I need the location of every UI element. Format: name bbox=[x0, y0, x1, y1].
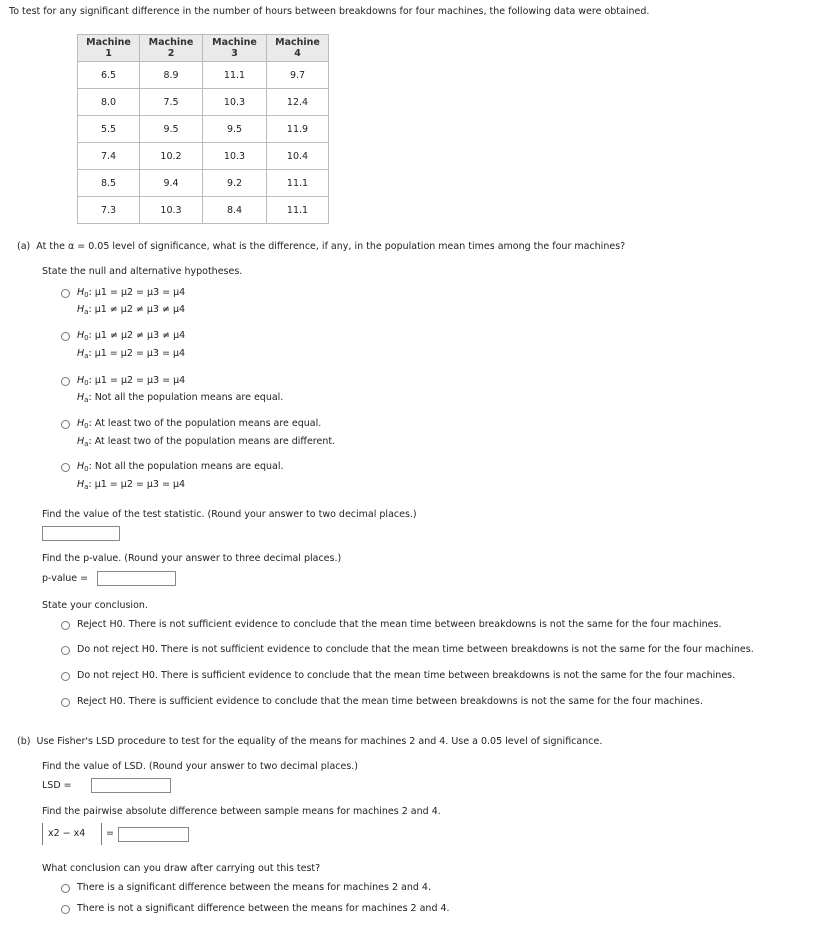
table-cell: 10.2 bbox=[140, 143, 203, 170]
header-label: Machine bbox=[86, 37, 131, 48]
table-cell: 10.3 bbox=[203, 89, 267, 116]
header-number: 3 bbox=[231, 48, 238, 59]
part-a-question-text: At the α = 0.05 level of significance, what is the difference, if any, in the population mean times among the four machines? bbox=[36, 241, 626, 252]
conclusion-prompt: State your conclusion. bbox=[42, 600, 148, 611]
part-a-label: (a) bbox=[17, 241, 31, 252]
hypothesis-4-h0: $H_0$: At least two of the population means are equal. bbox=[77, 418, 322, 430]
table-row bbox=[78, 116, 329, 143]
hypothesis-2-ha-text: μ1 = μ2 = μ3 = μ4 bbox=[94, 348, 186, 359]
hypotheses-prompt: State the null and alternative hypotheses. bbox=[42, 266, 243, 277]
table-row bbox=[78, 89, 329, 116]
table-cell: 9.2 bbox=[203, 170, 267, 197]
machine-1-header bbox=[78, 35, 140, 62]
table-cell: 7.5 bbox=[140, 89, 203, 116]
table-row bbox=[78, 62, 329, 89]
diff-expr-text: x2 − x4 bbox=[48, 828, 86, 839]
hypothesis-3-ha-text: Not all the population means are equal. bbox=[94, 392, 284, 403]
table-cell: 9.7 bbox=[267, 62, 329, 89]
table-cell: 10.3 bbox=[203, 143, 267, 170]
hypothesis-3-ha: $H_a$: Not all the population means are equal. bbox=[77, 392, 284, 404]
test-statistic-prompt: Find the value of the test statistic. (Round your answer to two decimal places.) bbox=[42, 509, 417, 520]
table-cell: 8.5 bbox=[78, 170, 140, 197]
hypothesis-5-h0-text: Not all the population means are equal. bbox=[94, 461, 284, 472]
table-cell: 11.1 bbox=[267, 197, 329, 224]
table-cell: 11.1 bbox=[267, 170, 329, 197]
table-row bbox=[78, 143, 329, 170]
table-cell: 8.9 bbox=[140, 62, 203, 89]
table-cell: 10.3 bbox=[140, 197, 203, 224]
table-cell: 9.4 bbox=[140, 170, 203, 197]
lsd-label: LSD = bbox=[42, 780, 72, 791]
hypothesis-1-ha: $H_a$: μ1 ≠ μ2 ≠ μ3 ≠ μ4 bbox=[77, 304, 186, 316]
lsd-conclusion-radio-1[interactable] bbox=[61, 884, 70, 893]
pairwise-difference-expression bbox=[48, 828, 85, 839]
hypothesis-4-h0-text: At least two of the population means are equal. bbox=[94, 418, 322, 429]
table-cell: 5.5 bbox=[78, 116, 140, 143]
hypothesis-radio-2[interactable] bbox=[61, 332, 70, 341]
hypothesis-4-ha: $H_a$: At least two of the population means are different. bbox=[77, 436, 336, 448]
hypothesis-2-ha: $H_a$: μ1 = μ2 = μ3 = μ4 bbox=[77, 348, 186, 360]
table-row bbox=[78, 197, 329, 224]
hypothesis-1-h0-text: μ1 = μ2 = μ3 = μ4 bbox=[94, 287, 186, 298]
lsd-conclusion-prompt: What conclusion can you draw after carrying out this test? bbox=[42, 863, 321, 874]
hypothesis-1-ha-text: μ1 ≠ μ2 ≠ μ3 ≠ μ4 bbox=[94, 304, 186, 315]
hypothesis-5-ha-text: μ1 = μ2 = μ3 = μ4 bbox=[94, 479, 186, 490]
pairwise-difference-input[interactable] bbox=[118, 827, 189, 842]
header-label: Machine bbox=[212, 37, 257, 48]
data-table bbox=[77, 34, 329, 224]
table-cell: 12.4 bbox=[267, 89, 329, 116]
machine-3-header bbox=[203, 35, 267, 62]
table-cell: 8.0 bbox=[78, 89, 140, 116]
table-cell: 8.4 bbox=[203, 197, 267, 224]
hypothesis-2-h0-text: μ1 ≠ μ2 ≠ μ3 ≠ μ4 bbox=[94, 330, 186, 341]
abs-bar-right bbox=[101, 823, 102, 845]
table-cell: 7.4 bbox=[78, 143, 140, 170]
conclusion-4-text: Reject H0. There is sufficient evidence to conclude that the mean time between breakdowns is not the same for the four machines. bbox=[77, 696, 703, 707]
p-value-label: p-value = bbox=[42, 573, 89, 584]
header-label: Machine bbox=[148, 37, 194, 48]
hypothesis-3-h0: $H_0$: μ1 = μ2 = μ3 = μ4 bbox=[77, 375, 186, 387]
pairwise-difference-prompt: Find the pairwise absolute difference between sample means for machines 2 and 4. bbox=[42, 806, 441, 817]
lsd-conclusion-radio-2[interactable] bbox=[61, 905, 70, 914]
hypothesis-3-h0-text: μ1 = μ2 = μ3 = μ4 bbox=[94, 375, 186, 386]
table-cell: 9.5 bbox=[203, 116, 267, 143]
lsd-input[interactable] bbox=[91, 778, 171, 793]
conclusion-3-text: Do not reject H0. There is sufficient evidence to conclude that the mean time between breakdowns is not the same for the four machines. bbox=[77, 670, 736, 681]
header-number: 2 bbox=[167, 48, 175, 59]
part-b-question bbox=[17, 736, 602, 747]
diff-equals: = bbox=[106, 828, 114, 839]
header-number: 4 bbox=[294, 48, 301, 59]
table-cell: 11.9 bbox=[267, 116, 329, 143]
conclusion-radio-3[interactable] bbox=[61, 672, 70, 681]
conclusion-radio-2[interactable] bbox=[61, 646, 70, 655]
table-header-row bbox=[78, 35, 329, 62]
lsd-prompt: Find the value of LSD. (Round your answer to two decimal places.) bbox=[42, 761, 359, 772]
test-statistic-input[interactable] bbox=[42, 526, 120, 541]
hypothesis-radio-4[interactable] bbox=[61, 420, 70, 429]
hypothesis-5-h0: $H_0$: Not all the population means are equal. bbox=[77, 461, 284, 473]
hypothesis-radio-5[interactable] bbox=[61, 463, 70, 472]
table-cell: 6.5 bbox=[78, 62, 140, 89]
part-a-question bbox=[17, 241, 625, 252]
hypothesis-radio-3[interactable] bbox=[61, 377, 70, 386]
p-value-prompt: Find the p-value. (Round your answer to three decimal places.) bbox=[42, 553, 342, 564]
part-b-question-text: Use Fisher's LSD procedure to test for the equality of the means for machines 2 and 4. Use a 0.05 level of significance. bbox=[36, 736, 603, 747]
table-row bbox=[78, 170, 329, 197]
lsd-conclusion-2-text: There is not a significant difference between the means for machines 2 and 4. bbox=[77, 903, 450, 914]
conclusion-radio-1[interactable] bbox=[61, 621, 70, 630]
intro-text: To test for any significant difference in the number of hours between breakdowns for four machines, the following data were obtained. bbox=[9, 6, 650, 17]
conclusion-radio-4[interactable] bbox=[61, 698, 70, 707]
table-cell: 7.3 bbox=[78, 197, 140, 224]
hypothesis-5-ha: $H_a$: μ1 = μ2 = μ3 = μ4 bbox=[77, 479, 186, 491]
hypothesis-4-ha-text: At least two of the population means are different. bbox=[94, 436, 336, 447]
header-label: Machine bbox=[275, 37, 320, 48]
hypothesis-1-h0: $H_0$: μ1 = μ2 = μ3 = μ4 bbox=[77, 287, 186, 299]
conclusion-2-text: Do not reject H0. There is not sufficient evidence to conclude that the mean time between breakdowns is not the same for the four machines. bbox=[77, 644, 754, 655]
machine-2-header bbox=[140, 35, 203, 62]
abs-bar-left bbox=[42, 823, 43, 845]
table-body bbox=[78, 62, 329, 224]
part-b-label: (b) bbox=[17, 736, 31, 747]
header-number: 1 bbox=[105, 48, 112, 59]
table-cell: 9.5 bbox=[140, 116, 203, 143]
table-cell: 10.4 bbox=[267, 143, 329, 170]
hypothesis-2-h0: $H_0$: μ1 ≠ μ2 ≠ μ3 ≠ μ4 bbox=[77, 330, 186, 342]
lsd-conclusion-1-text: There is a significant difference between the means for machines 2 and 4. bbox=[77, 882, 431, 893]
machine-4-header bbox=[267, 35, 329, 62]
p-value-input[interactable] bbox=[97, 571, 176, 586]
table-cell: 11.1 bbox=[203, 62, 267, 89]
conclusion-1-text: Reject H0. There is not sufficient evidence to conclude that the mean time between breakdowns is not the same for the four machines. bbox=[77, 619, 722, 630]
hypothesis-radio-1[interactable] bbox=[61, 289, 70, 298]
